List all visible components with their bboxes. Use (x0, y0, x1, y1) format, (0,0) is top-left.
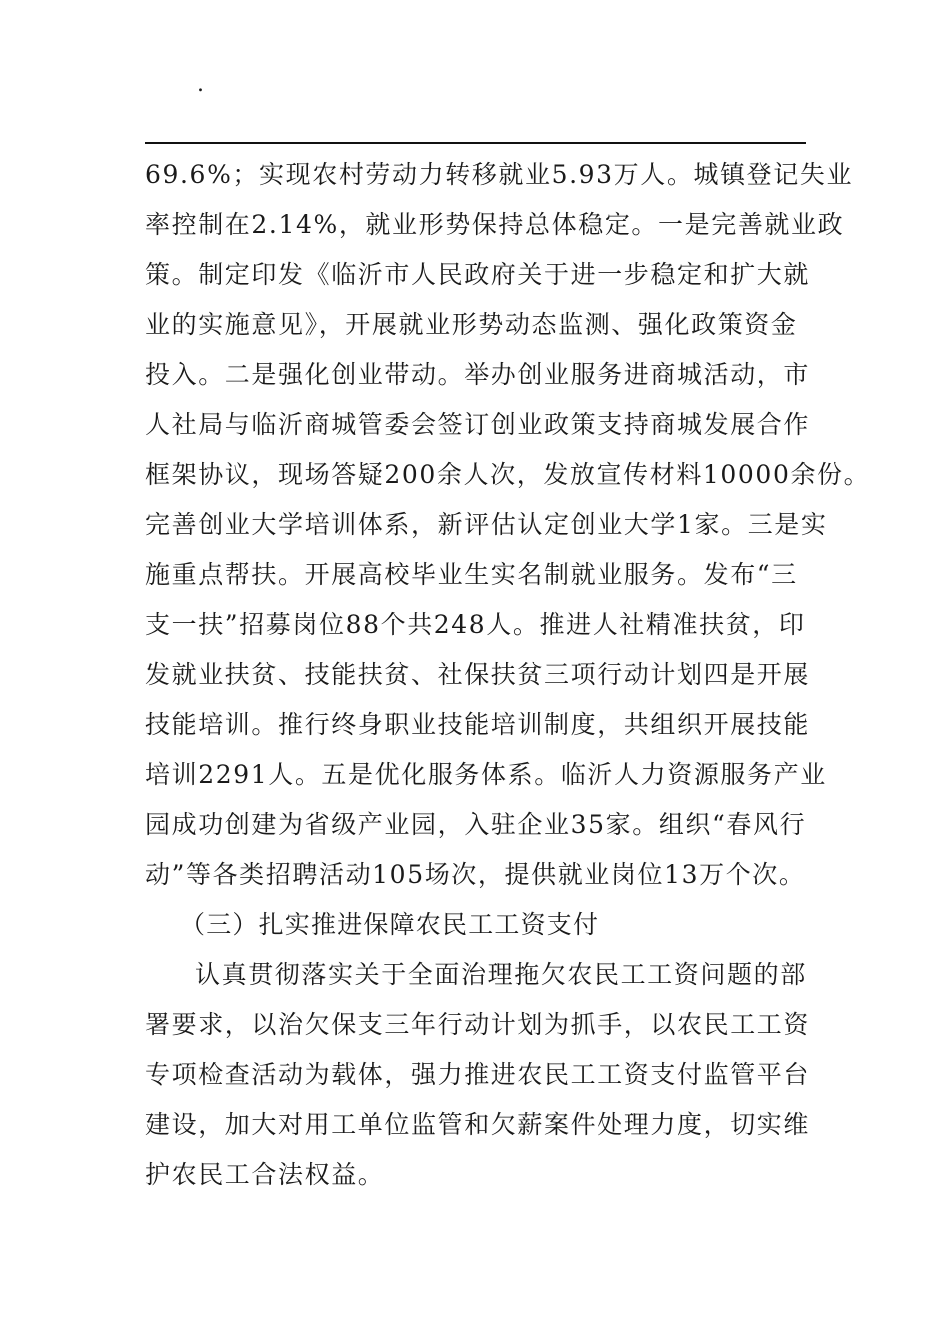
body-line: 培训2291人。五是优化服务体系。临沂人力资源服务产业 (145, 760, 827, 789)
header-divider (145, 142, 806, 144)
body-line: 完善创业大学培训体系，新评估认定创业大学1家。三是实 (145, 510, 828, 539)
body-line: 策。制定印发《临沂市人民政府关于进一步稳定和扩大就 (145, 260, 811, 289)
body-line: 支一扶”招募岗位88个共248人。推进人社精准扶贫，印 (145, 610, 806, 639)
document-body (145, 150, 871, 1200)
body-line: 专项检查活动为载体，强力推进农民工工资支付监管平台 (145, 1060, 811, 1089)
body-line: 技能培训。推行终身职业技能培训制度，共组织开展技能 (145, 710, 811, 739)
body-line: 动”等各类招聘活动105场次，提供就业岗位13万个次。 (145, 860, 806, 889)
body-line: 投入。二是强化创业带动。举办创业服务进商城活动，市 (145, 360, 811, 389)
body-line: 署要求，以治欠保支三年行动计划为抓手，以农民工工资 (145, 1010, 811, 1039)
body-line: 认真贯彻落实关于全面治理拖欠农民工工资问题的部 (195, 960, 807, 989)
body-line: 业的实施意见》，开展就业形势动态监测、强化政策资金 (145, 310, 798, 339)
body-line: 69.6%；实现农村劳动力转移就业5.93万人。城镇登记失业 (145, 160, 854, 189)
body-line: 发就业扶贫、技能扶贫、社保扶贫三项行动计划四是开展 (145, 660, 811, 689)
body-line: 率控制在2.14%，就业形势保持总体稳定。一是完善就业政 (145, 210, 845, 239)
body-line: 园成功创建为省级产业园，入驻企业35家。组织“春风行 (145, 810, 807, 839)
section-heading: （三）扎实推进保障农民工工资支付 (180, 910, 600, 939)
header-mark: . (197, 72, 204, 97)
body-line: 框架协议，现场答疑200余人次，发放宣传材料10000余份。 (145, 460, 871, 489)
body-line: 护农民工合法权益。 (145, 1160, 385, 1189)
body-line: 人社局与临沂商城管委会签订创业政策支持商城发展合作 (145, 410, 811, 439)
body-line: 建设，加大对用工单位监管和欠薪案件处理力度，切实维 (145, 1110, 811, 1139)
body-line: 施重点帮扶。开展高校毕业生实名制就业服务。发布“三 (145, 560, 798, 589)
